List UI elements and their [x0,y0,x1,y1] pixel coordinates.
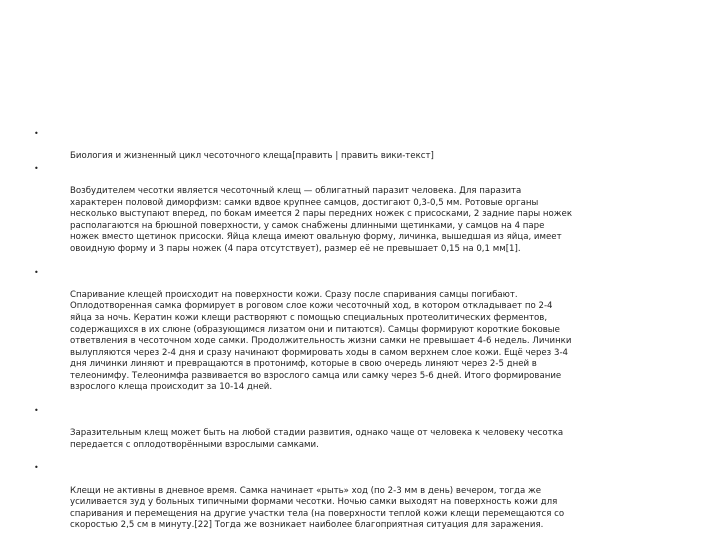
list-item-text: Клещи не активны в дневное время. Самка начинает «рыть» ход (по 2-3 мм в день) вечером, тогда же усиливается зуд у больных типичными формами чесотки. Ночью самки выходят на поверхность кожи для спаривания и перемещения на другие участки тела (на поверхности теплой кожи клещи перемещаются со скоростью 2,5 см в минуту.[22] Тогда же возникает наиболее благоприятная ситуация для заражения. [70,485,565,531]
list-item-activity [34,462,694,532]
list-item-text: Биология и жизненный цикл чесоточного клеща[править | править вики-текст] [70,151,434,162]
bullet-icon: • [34,163,39,173]
bullet-list [34,128,694,532]
list-item-contagious [34,405,694,451]
list-item-text: Заразительным клещ может быть на любой стадии развития, однако чаще от человека к человеку чесотка передается с оплодотворёнными взрослыми самками. [70,428,564,450]
bullet-icon: • [34,406,39,416]
list-item-text: Возбудителем чесотки является чесоточный клещ — облигатный паразит человека. Для паразита характерен половой диморфизм: самки вдвое крупнее самцов, достигают 0,3-0,5 мм. Ротовые органы несколько выступают вперед, по бокам имеется 2 пары передних ножек с присосками, 2 задние пары ножек располагаются на брюшной поверхности, у самок снабжены длинными щетинками, у самцов на 4 паре ножек вместо щетинок присоски. Яйца клеща имеют овальную форму, личинка, вышедшая из яйца, имеет овоидную форму и 3 пары ножек (4 пара отсутствует), размер её не превышает 0,15 на 0,1 мм[1]. [70,185,573,254]
list-item-description [34,163,694,256]
list-item-text: Спаривание клещей происходит на поверхности кожи. Сразу после спаривания самцы погибают. Оплодотворенная самка формирует в роговом слое кожи чесоточный ход, в котором откладывает по 2-4 яйца за ночь. Кератин кожи клещи растворяют с помощью специальных протеолитических ферментов, содержащихся в их слюне (образующимся лизатом они и питаются). Самцы формируют короткие боковые ответвления в чесоточном ходе самки. Продолжительность жизни самки не превышает 4-6 недель. Личинки вылупляются через 2-4 дня и сразу начинают формировать ходы в самом верхнем слое кожи. Ещё через 3-4 дня личинки линяют и превращаются в протонимф, которые в свою очередь линяют через 2-5 дней в телеонимфу. Телеонимфа развивается во взрослого самца или самку через 5-6 дней. Итого формирование взрослого клеща происходит за 10-14 дней. [70,289,572,393]
bullet-icon: • [34,463,39,473]
list-item-mating [34,267,694,395]
bullet-icon: • [34,129,39,138]
list-item-heading [34,128,694,163]
bullet-icon: • [34,267,39,277]
